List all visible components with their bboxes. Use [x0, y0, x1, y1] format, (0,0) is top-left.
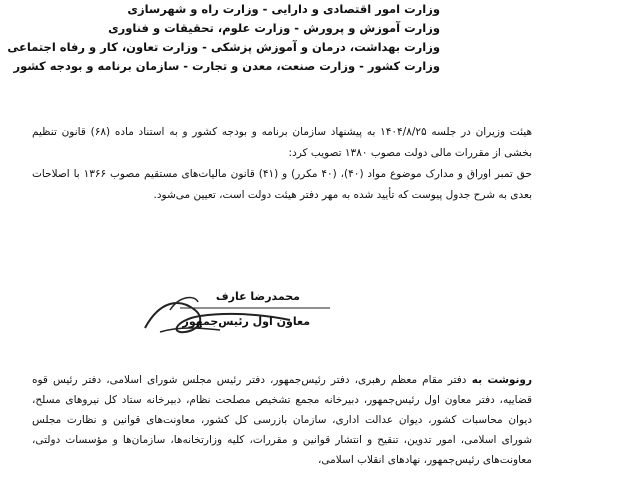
recipient-line: وزارت آموزش و پرورش - وزارت علوم، تحقیقات و فناوری [108, 21, 440, 35]
recipient-line: وزارت امور اقتصادی و دارایی - وزارت راه و شهرسازی [127, 2, 440, 16]
decree-body [32, 122, 532, 206]
decree-paragraph-1: هیئت وزیران در جلسه ۱۴۰۴/۸/۲۵ به پیشنهاد سازمان برنامه و بودجه کشور و به استناد ماده (۶۸) قانون تنظیم بخشی از مقررات مالی دولت مصوب ۱۳۸۰ تصویب کرد: [32, 126, 532, 159]
recipient-line: وزارت بهداشت، درمان و آموزش پزشکی - وزارت تعاون، کار و رفاه اجتماعی [7, 40, 440, 54]
cc-block [32, 370, 532, 470]
recipient-line: وزارت کشور - وزارت صنعت، معدن و تجارت - سازمان برنامه و بودجه کشور [13, 59, 440, 73]
cc-lead: رونوشت به [466, 374, 532, 386]
decree-paragraph-2: حق تمبر اوراق و مدارک موضوع مواد (۴۰)، (۴۰ مکرر) و (۴۱) قانون مالیات‌های مستقیم مصوب ۱۳۶۶ با اصلاحات بعدی به شرح جدول پیوست که تأیید شده به مهر دفتر هیئت دولت است، تعیین می‌شود. [32, 168, 532, 201]
signatory-title: معاون اول رئیس‌جمهور [182, 315, 310, 328]
recipients-block [7, 0, 440, 76]
signatory-name: محمدرضا عارف [215, 290, 300, 303]
signature-block [140, 290, 340, 350]
cc-list: دفتر مقام معظم رهبری، دفتر رئیس‌جمهور، دفتر رئیس مجلس شورای اسلامی، دفتر رئیس قوه قضاییه، دفتر معاون اول رئیس‌جمهور، دبیرخانه مجمع تشخیص مصلحت نظام، دبیرخانه ستاد کل نیروهای مسلح، دیوان محاسبات کشور، دیوان عدالت اداری، سازمان بازرسی کل کشور، معاونت‌های قوانین و نظارت مجلس شورای اسلامی، امور تدوین، تنقیح و انتشار قوانین و مقررات، کلیه وزارتخانه‌ها، سازمان‌ها و مؤسسات دولتی، معاونت‌های رئیس‌جمهور، نهادهای انقلاب اسلامی، [32, 374, 532, 466]
